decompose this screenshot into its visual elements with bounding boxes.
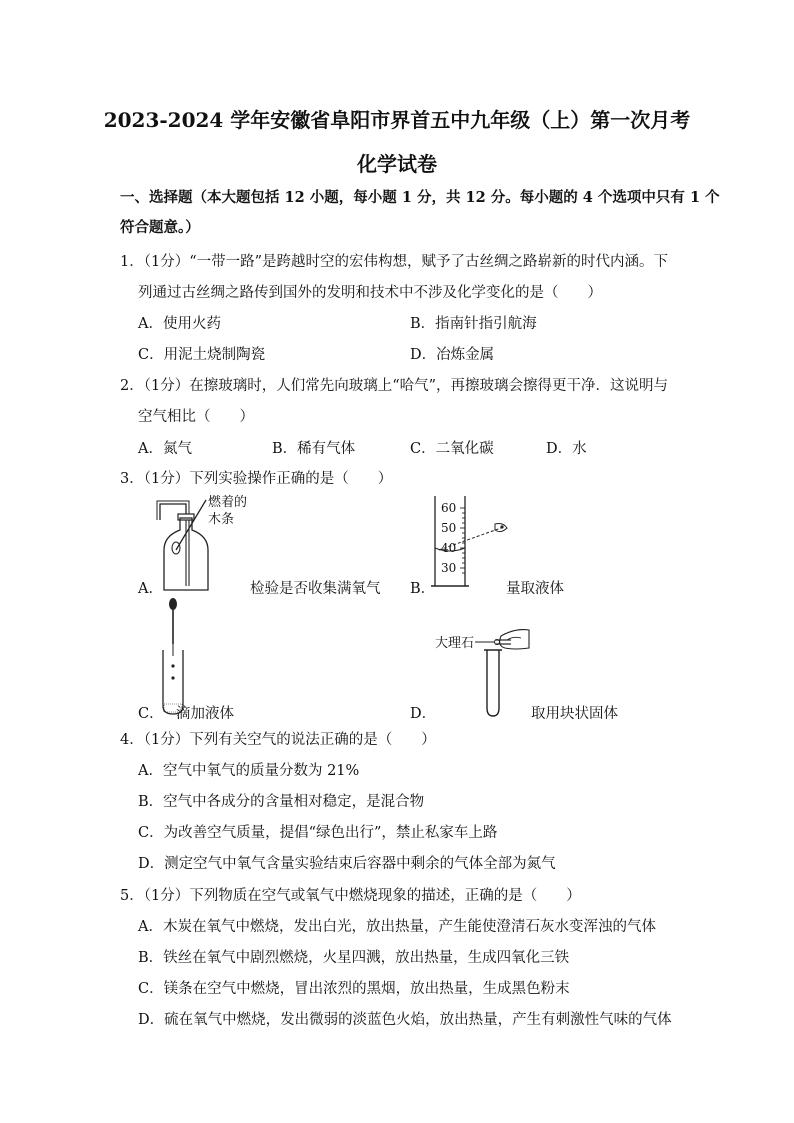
burning-stick-label-2: 木条 [208, 512, 235, 527]
marble-label: 大理石 [435, 636, 475, 651]
q5-stem: 5．（1分）下列物质在空气或氧气中燃烧现象的描述，正确的是（ ） [120, 888, 581, 904]
burning-stick-label-1: 燃着的 [208, 495, 248, 510]
tweezers-test-tube-figure [435, 620, 535, 720]
q3-option-d-letter: D． [410, 706, 437, 722]
q5-option-a: A．木炭在氧气中燃烧，发出白光，放出热量，产生能使澄清石灰水变浑浊的气体 [138, 919, 656, 935]
q4-option-d: D．测定空气中氧气含量实验结束后容器中剩余的气体全部为氮气 [138, 856, 556, 872]
q2-stem-line2: 空气相比（ ） [138, 409, 254, 425]
q3-option-c-caption: 滴加液体 [176, 706, 234, 722]
section-heading-line1: 一、选择题（本大题包括 12 小题，每小题 1 分，共 12 分。每小题的 4 个选项中只有 1 个 [120, 189, 720, 206]
q1-stem-line2: 列通过古丝绸之路传到国外的发明和技术中不涉及化学变化的是（ ） [138, 285, 602, 301]
q1-option-a: A．使用火药 [138, 316, 221, 332]
q2-stem-line1: 2．（1分）在擦玻璃时，人们常先向玻璃上“哈气”，再擦玻璃会擦得更干净．这说明与 [120, 378, 669, 394]
q3-option-b-letter: B． [410, 581, 436, 597]
exam-subtitle: 化学试卷 [357, 152, 437, 176]
q5-option-d: D．硫在氧气中燃烧，发出微弱的淡蓝色火焰，放出热量，产生有刺激性气味的气体 [138, 1012, 672, 1028]
gas-collection-bottle-figure [150, 490, 260, 600]
graduated-cylinder-figure [425, 492, 515, 592]
tick-label-50: 50 [441, 521, 457, 535]
q2-option-a: A．氮气 [138, 441, 192, 457]
q4-stem: 4．（1分）下列有关空气的说法正确的是（ ） [120, 732, 436, 748]
q1-option-d: D．冶炼金属 [410, 347, 495, 363]
tick-label-60: 60 [441, 501, 457, 515]
q1-stem-line1: 1．（1分）“一带一路”是跨越时空的宏伟构想，赋予了古丝绸之路崭新的时代内涵。下 [120, 254, 669, 270]
tick-label-40: 40 [441, 541, 457, 555]
q3-option-b-caption: 量取液体 [506, 581, 564, 597]
q3-option-a-letter: A． [138, 581, 163, 597]
q4-option-c: C．为改善空气质量，提倡“绿色出行”，禁止私家车上路 [138, 825, 498, 841]
q4-option-a: A．空气中氧气的质量分数为 21% [138, 763, 360, 779]
q2-option-d: D．水 [546, 441, 587, 457]
q5-option-b: B．铁丝在氧气中剧烈燃烧，火星四溅，放出热量，生成四氧化三铁 [138, 950, 570, 966]
q1-option-b: B．指南针指引航海 [410, 316, 537, 332]
q2-option-c: C．二氧化碳 [410, 441, 494, 457]
q3-option-d-caption: 取用块状固体 [531, 706, 618, 722]
q1-option-c: C．用泥土烧制陶瓷 [138, 347, 266, 363]
q3-stem: 3．（1分）下列实验操作正确的是（ ） [120, 471, 393, 487]
tick-label-30: 30 [441, 561, 457, 575]
q2-option-b: B．稀有气体 [272, 441, 356, 457]
section-heading-line2: 符合题意。） [120, 219, 200, 236]
q3-option-a-caption: 检验是否收集满氧气 [250, 581, 381, 597]
q3-option-c-letter: C． [138, 706, 164, 722]
exam-title: 2023-2024 学年安徽省阜阳市界首五中九年级（上）第一次月考 [103, 108, 691, 132]
q5-option-c: C．镁条在空气中燃烧，冒出浓烈的黑烟，放出热量，生成黑色粉末 [138, 981, 570, 997]
q4-option-b: B．空气中各成分的含量相对稳定，是混合物 [138, 794, 425, 810]
